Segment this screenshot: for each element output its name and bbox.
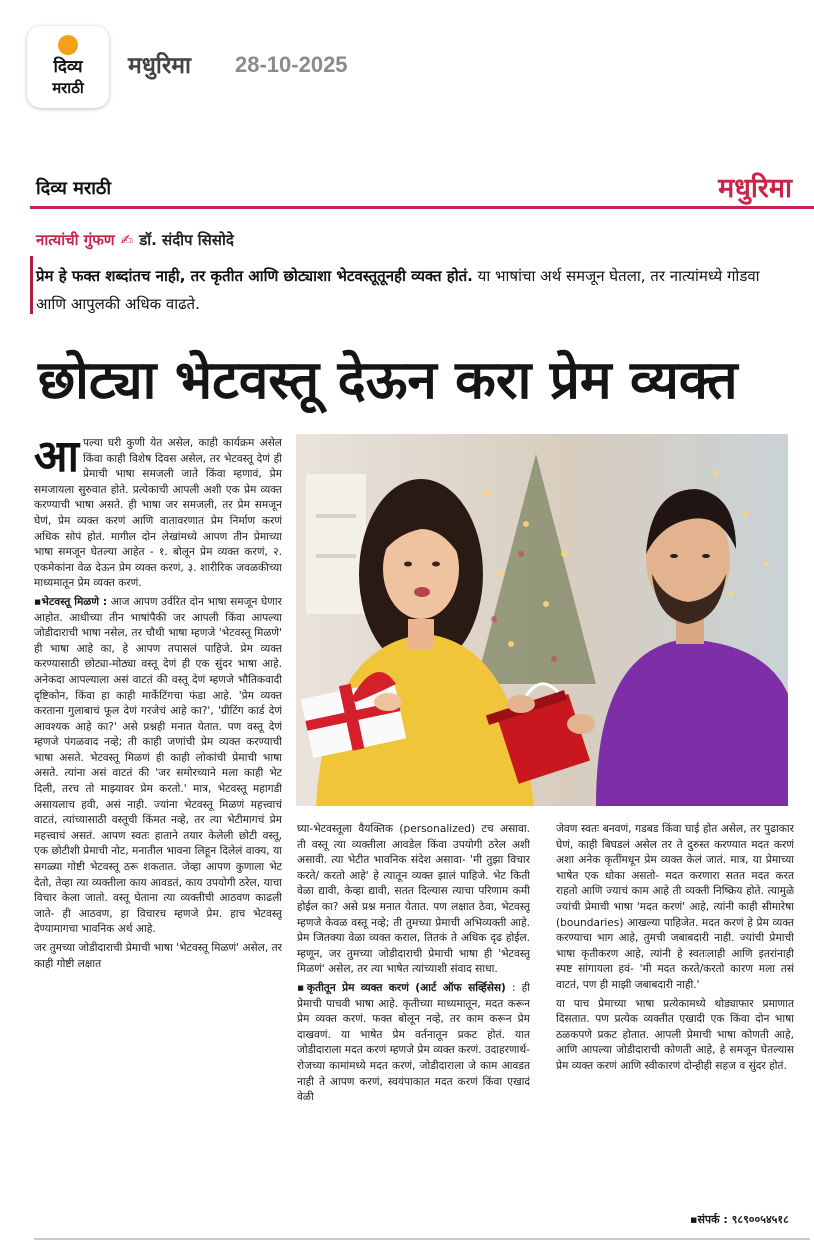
logo-text-line1: दिव्य (53, 57, 83, 77)
edition-date: 28-10-2025 (235, 52, 348, 77)
col1-closing-paragraph: जर तुमच्या जोडीदाराची प्रेमाची भाषा 'भेटवस्तू मिळणं' असेल, तर काही गोष्टी लक्षात (34, 942, 282, 970)
article-deck (36, 262, 776, 318)
gift-section-text: आज आपण उर्वरित दोन भाषा समजून घेणार आहोत. आधीच्या तीन भाषांपैकी जर आपली किंवा आपल्या जोडीदाराची भाषा नसेल, तर चौथी भाषा म्हणजे 'भेटवस्तू मिळणे' ही भाषा आहे का, हे आपण तपासलं पाहिजे. प्रेम व्यक्त करण्यासाठी छोट्या-मोठ्या वस्तू देणं ही एक सुंदर भाषा आहे. अनेकदा आपल्याला असं वाटतं की वस्तू देणं म्हणजे भौतिकवादी दृष्टिकोन, किंवा हा काही मार्केटिंगचा फंडा आहे. 'प्रेम व्यक्त करताना गुलाबाचं फूल देणं गरजेचं आहे का?', 'ग्रीटिंग कार्ड देणं आवश्यक आहे का?' असे प्रश्नही मनात येतात. पण वस्तू देणं म्हणजे पंगळवाद नव्हे; ती काही जणांची प्रेम व्यक्त करण्याची भाषा असते. भेटवस्तू मिळणं ही काही लोकांची प्रेमाची भाषा असते. त्यांना असं वाटतं की 'जर समोरच्याने मला काही भेट दिली, तरच तो माझ्यावर प्रेम करतो.' मात्र, भेटवस्तू महागडी असायलाच हवी, असं नाही. ज्यांना भेटवस्तू मिळणं महत्त्वाचं वाटतं, त्यांच्यासाठी वस्तूची किंमत नव्हे, तर त्या भेटीमागचं प्रेम महत्त्वाचं असतं. आपण स्वतः हाताने तयार केलेली छोटी वस्तू, एक छोटीशी प्रेमाची नोट, मनातील भावना लिहून दिलेलं वाक्य, या सगळ्या गोष्टी भेटवस्तू ठरू शकतात. जेव्हा आपण कुणाला भेट देतो, तेव्हा त्या व्यक्तीला काय आवडतं, काय उपयोगी ठरेल, याचा विचार केला जातो. वस्तू घेताना त्या व्यक्तीची आठवण काढली जाते- ही आठवण, हा विचारच म्हणजे प्रेम. हाच भेटवस्तू देण्यामागचा भावनिक अर्थ आहे. (34, 595, 282, 936)
masthead-supplement: मधुरिमा (718, 173, 792, 204)
couple-gift-illustration (296, 434, 788, 806)
author-contact: ▪संपर्क : ९८९००५४५१८ (690, 1213, 789, 1226)
article-photo (296, 434, 788, 806)
col3-paragraph-1: जेवण स्वतः बनवणं, गडबड किंवा घाई होत असेल, तर पुढाकार घेणं, काही बिघडलं असेल तर ते दुरुस्त करण्यात मदत करणं अशा अनेक कृतींमधून प्रेम व्यक्त केलं जातं. मात्र, या प्रेमाच्या भाषेत एक धोका असतो- मदत करणारा सतत मदत करत राहतो आणि ज्याचं काम आहे ती व्यक्ती निष्क्रिय होते. त्यामुळे ज्यांची प्रेमाची भाषा 'मदत करणं' आहे, त्यांनी काही सीमारेषा (boundaries) आखल्या पाहिजेत. मदत करणं हे प्रेम व्यक्त करण्याचा भाग आहे, तुमची जबाबदारी नाही. ज्यांची प्रेमाची भाषा कृतीकरण आहे, त्यांनी हे स्वतःलाही आणि इतरांनाही स्पष्ट सांगायला हवं- 'मी मदत करते/करतो कारण मला तसं वाटतं, पण ही माझी जबाबदारी नाही.' (556, 823, 794, 991)
col2-paragraph-1: घ्या-भेटवस्तूला वैयक्तिक (personalized) टच असावा. ती वस्तू त्या व्यक्तीला आवडेल किंवा उपयोगी ठरेल अशी असावी. त्या भेटीत भावनिक संदेश असावा- 'मी तुझा विचार करते/ करतो आहे' हे त्यातून व्यक्त झालं पाहिजे. भेट किती वेळा द्यावी, केव्हा द्यावी, सतत दिल्यास त्याचा परिणाम कमी होईल का? असे प्रश्न मनात येतात. पण लक्षात ठेवा, भेटवस्तू म्हणजे केवळ वस्तू नव्हे; ती तुमच्या प्रेमाची अभिव्यक्ती आहे. प्रेम जितक्या वेळा व्यक्त कराल, तितकं ते अधिक दृढ होईल. म्हणून, जर तुमच्या जोडीदाराची प्रेमाची भाषा ही 'भेटवस्तू मिळणं' असेल, तर त्या भाषेत त्यांच्याशी संवाद साधा. (297, 823, 530, 976)
intro-paragraph (34, 436, 282, 592)
page-bottom-rule (34, 1238, 810, 1240)
subheading-acts-of-service: ▪कृतीतून प्रेम व्यक्त करणं (आर्ट ऑफ सर्व्हिसेस) (297, 981, 506, 994)
byline (36, 230, 234, 250)
author-name: डॉ. संदीप सिसोदे (139, 231, 234, 249)
article-column-3 (556, 822, 794, 1240)
service-section-text: : ही प्रेमाची पाचवी भाषा आहे. कृतीच्या माध्यमातून, मदत करून प्रेम व्यक्त करणं. फक्त बोलून नव्हे, तर काम करून प्रेम दाखवणं. या भाषेत प्रेम वर्तनातून प्रकट होतं. यात जोडीदाराला मदत करणं म्हणजे प्रेम व्यक्त करणं. उदाहरणार्थ- रोजच्या कामांमध्ये मदत करणं, जोडीदाराला जे काम आवडत नाही ते आपण करणं, स्वयंपाकात मदत करणं किंवा एखादं वेळी (297, 981, 530, 1104)
logo-text-line2: मराठी (52, 79, 84, 97)
deck-strong: प्रेम हे फक्त शब्दांतच नाही, तर कृतीत आणि छोट्याशा भेटवस्तूतूनही व्यक्त होतं. (36, 267, 473, 285)
service-section-paragraph (297, 981, 530, 1106)
subheading-gifts: ▪भेटवस्तू मिळणे : (34, 595, 108, 608)
deck-accent-bar (30, 256, 33, 314)
divya-marathi-logo[interactable] (27, 26, 109, 108)
dropcap: आ (34, 436, 79, 482)
gift-section-paragraph (34, 595, 282, 938)
col3-paragraph-2: या पाच प्रेमाच्या भाषा प्रत्येकामध्ये थोड्याफार प्रमाणात दिसतात. पण प्रत्येक व्यक्तीत एखादी एक किंवा दोन भाषा ठळकपणे प्रकट होतात. आपली प्रेमाची भाषा कोणती आहे, आणि आपल्या जोडीदाराची कोणती आहे, हे समजून घेतल्यास प्रेम व्यक्त करणं आणि स्वीकारणं दोन्हीही सहज व सुंदर होतं. (556, 997, 794, 1072)
pen-icon: ✍ (120, 231, 134, 249)
article-column-1 (34, 436, 282, 1244)
newspaper-page (30, 158, 814, 1247)
publication-title: मधुरिमा (128, 53, 191, 79)
masthead-brand: दिव्य मराठी (36, 178, 111, 199)
column-name: नात्यांची गुंफण (36, 231, 115, 249)
deck-rest: या भाषांचा अर्थ समजून घेतला, तर नात्यांमध्ये गोडवा आणि आपुलकी अधिक वाढते. (36, 267, 760, 313)
sun-icon (58, 35, 78, 55)
masthead-rule (30, 206, 814, 209)
article-headline: छोट्या भेटवस्तू देऊन करा प्रेम व्यक्त (38, 350, 738, 411)
article-column-2 (297, 822, 530, 1240)
app-header (0, 0, 814, 130)
intro-text: पल्या घरी कुणी येत असेल, काही कार्यक्रम असेल किंवा काही विशेष दिवस असेल, तर भेटवस्तू देणं ही प्रेमाची भाषा समजली जाते किंवा म्हणावं, प्रेम समजायला सुरुवात होते. प्रत्येकाची आपली अशी एक प्रेम व्यक्त करण्याची भाषा असते. ही भाषा जर समजली, तर प्रेम समजून घेणं, प्रेम व्यक्त करणं आणि वातावरणात प्रेम निर्माण करणं अधिक सोपं होतं. मागील दोन लेखांमध्ये आपण तीन प्रेमाच्या भाषा समजून घेतल्या आहेत - १. बोलून प्रेम व्यक्त करणं, २. एकमेकांना वेळ देऊन प्रेम व्यक्त करणं, ३. शारीरिक जवळकीच्या माध्यमातून प्रेम व्यक्त करणं. (34, 437, 282, 590)
